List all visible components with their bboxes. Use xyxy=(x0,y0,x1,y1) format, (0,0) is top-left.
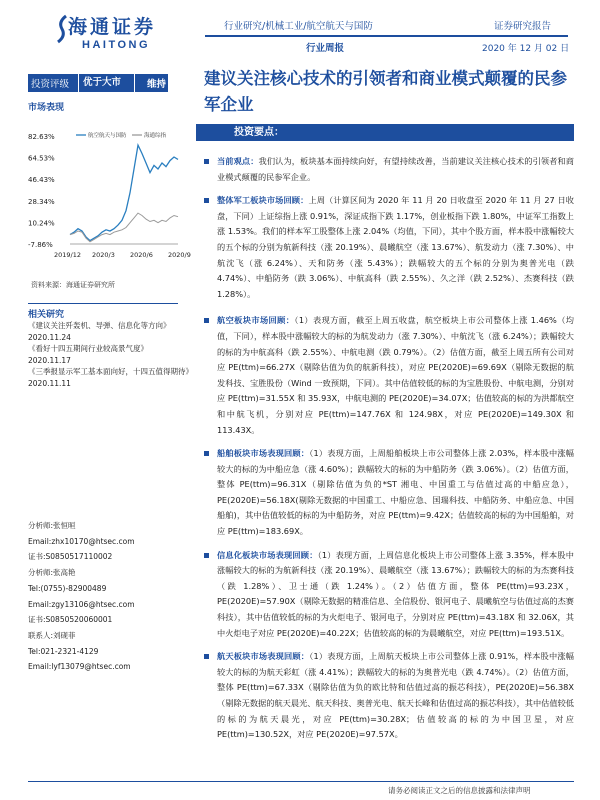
analyst-line: Tel:(0755)-82900489 xyxy=(28,583,107,593)
page-header xyxy=(0,0,600,60)
market-chart xyxy=(28,126,191,268)
keypoint-paragraph xyxy=(204,649,574,743)
keypoint-paragraph xyxy=(204,446,574,540)
paragraph-title: 航空板块市场回顾： xyxy=(217,315,295,326)
related-item[interactable] xyxy=(28,366,196,389)
x-tick-label: 2020/6 xyxy=(130,251,153,259)
logo-mark-icon xyxy=(56,14,68,44)
y-tick-label: 10.24% xyxy=(28,219,55,228)
related-list xyxy=(28,320,196,389)
analyst-line: 证书:S0850517110002 xyxy=(28,552,113,562)
report-date: 2020 年 12 月 02 日 xyxy=(482,44,570,54)
bullet-icon xyxy=(204,159,209,164)
market-section xyxy=(28,100,193,113)
analyst-line[interactable]: Email:zgy13106@htsec.com xyxy=(28,599,135,609)
bullet-icon xyxy=(204,318,209,323)
y-tick-label: 46.43% xyxy=(28,176,55,185)
report-subtype: 行业周报 xyxy=(306,43,345,54)
paragraph-text: （1）表现方面，上周航天板块上市公司整体上涨 0.91%，样本股中涨幅较大的标的为航天彩虹（涨 4.41%）；跌幅较大的标的为奥普光电（跌 4.74%）。（2）估值方面，整体 PE(ttm)=67.33X（剔除估值为负的欧比特和估值过高的振芯科技），PE(2020E)=56.38X（剔除无数据的航天晨光、航天科技、奥普光电、航天长峰和估值过高的振芯科技），其中估值较低的标的为航天晨光，对应 PE(ttm)=30.28X；估值较高的标的为中国卫星，对应 PE(ttm)=130.52X，对应 PE(2020E)=97.57X。 xyxy=(217,651,574,740)
rating-label: 投资评级 xyxy=(31,79,70,90)
legend-label: 海通综指 xyxy=(144,133,167,139)
related-item-name: 《三季报显示军工基本面向好，十四五值得期待》 xyxy=(28,367,193,376)
paragraph-text: （1）表现方面，上周信息化板块上市公司整体上涨 3.35%，样本股中涨幅较大的标的为航新科技（涨 20.19%）、晨曦航空（涨 13.67%）；跌幅较大的标的为杰赛科技（跌 1.28%）、卫士通（跌 1.24%）。（2）估值方面，整体 PE(ttm)=93.23X，PE(2020E)=57.90X（剔除无数据的精准信息、全信股份、银河电子、晨曦航空与估值过高的杰赛科技），其中估值较低的标的为火炬电子、银河电子，分别对应 PE(ttm)=43.18X 和 32.06X，其中火炬电子对应 PE(2020E)=40.22X；估值较高的标的为晨曦航空，对应 PE(ttm)=193.51X。 xyxy=(217,549,574,638)
y-tick-label: -7.86% xyxy=(28,241,53,249)
related-item-date: 2020.11.11 xyxy=(28,378,71,388)
rating-value: 优于大市 xyxy=(78,74,135,92)
footer-disclaimer: 请务必阅读正文之后的信息披露和法律声明 xyxy=(388,786,531,795)
footer-divider xyxy=(28,781,574,782)
related-item-name: 《看好十四五期间行业较高景气度》 xyxy=(28,344,148,353)
logo-cn: 海通证券 xyxy=(68,16,157,38)
bullet-icon xyxy=(204,654,209,659)
paragraph-text: （1）表现方面，上周船舶板块上市公司整体上涨 2.03%，样本股中涨幅较大的标的为中船应急（涨 4.60%）；跌幅较大的标的为中船防务（跌 3.06%）。（2）估值方面，整体 PE(ttm)=96.31X（剔除估值为负的*ST 湘电、中国重工与估值过高的中船应急），PE(2020E)=56.18X(剔除无数据的中国重工、中船应急、国瑞科技、中船防务、中船应急、中国船舶)，其中估值较低的标的为中船防务，对应 PE(ttm)=9.42X；估值较高的标的为中国船舶，对应 PE(ttm)=183.69X。 xyxy=(217,448,574,537)
header-divider xyxy=(205,35,568,37)
analyst-line[interactable]: Email:zhx10170@htsec.com xyxy=(28,536,135,546)
related-item[interactable] xyxy=(28,320,196,343)
bullet-icon xyxy=(204,553,209,558)
keypoint-paragraph xyxy=(204,154,574,185)
y-tick-label: 64.53% xyxy=(28,154,55,163)
x-tick-label: 2020/9 xyxy=(168,251,191,259)
analyst-line: 证书:S0850520060001 xyxy=(28,615,113,625)
related-item-date: 2020.11.24 xyxy=(28,332,71,342)
related-item-name: 《建议关注歼轰机、导弹、信息化等方向》 xyxy=(28,321,171,330)
related-item[interactable] xyxy=(28,343,196,366)
paragraph-title: 船舶板块市场表现回顾： xyxy=(217,448,310,459)
report-category: 行业研究/机械工业/航空航天与国防 xyxy=(224,21,373,32)
related-item-date: 2020.11.17 xyxy=(28,355,71,365)
paragraph-title: 当前观点： xyxy=(217,156,259,166)
keypoint-paragraph xyxy=(204,313,574,438)
chart-source: 资料来源：海通证券研究所 xyxy=(31,281,115,289)
analyst-line: Tel:021-2321-4129 xyxy=(28,646,99,656)
paragraph-text: 上周（计算区间为 2020 年 11 月 20 日收盘至 2020 年 11 月 27 日收盘，下同）上证综指上涨 0.91%，深证成指下跌 1.17%，创业板指下跌 1.80%，中证军工指数上涨 1.53%。我们的样本军工股整体上涨 2.04%（均值，下同），其中个股方面，样本股中涨幅较大的五个标的分别为航新科技（涨 20.19%）、晨曦航空（涨 13.67%）、航发动力（涨 7.30%）、中航沈飞（涨 6.24%）、天和防务（涨 5.43%）；跌幅较大的五个标的分别为奥普光电（跌 4.74%）、中船防务（跌 3.06%）、中航高科（跌 2.55%）、久之洋（跌 2.52%）、杰赛科技（跌 1.28%）。 xyxy=(217,195,574,299)
market-label: 市场表现 xyxy=(28,103,65,113)
series-line xyxy=(70,145,178,241)
related-divider xyxy=(28,303,178,304)
legend-label: 航空航天与国防 xyxy=(88,133,127,139)
keypoints-body xyxy=(204,154,574,743)
rating-bar xyxy=(28,74,168,92)
x-tick-label: 2020/3 xyxy=(92,251,115,259)
paragraph-text: 我们认为，板块基本面持续向好，有望持续改善，当前建议关注核心技术的引领者和商业模式颠覆的民参军企业。 xyxy=(217,156,574,182)
company-logo xyxy=(68,12,163,51)
analyst-line: 联系人:刘砚菲 xyxy=(28,630,76,640)
rating-trend: 维持 xyxy=(147,79,167,90)
bullet-icon xyxy=(204,198,209,203)
paragraph-text: （1）表现方面，截至上周五收盘，航空板块上市公司整体上涨 1.46%（均值，下同），样本股中涨幅较大的标的为航发动力（涨 7.30%）、中航沈飞（涨 6.24%）；跌幅较大的标的为中航高科（跌 2.55%）、中航电测（跌 0.79%）。（2）估值方面，截至上周五所有公司对应 PE(ttm)=66.27X（剔除估值为负的航新科技），对应 PE(2020E)=69.69X（剔除无数据的航发科技、宝胜股份（Wind 一致预期，下同）。其中估值较低的标的为宝胜股份、中航电测，分别对应 PE(ttm)=31.55X 和 35.93X，中航电测的 PE(2020E)=34.07X；估值较高的标的为洪都航空和中航飞机，分别对应 PE(ttm)=147.76X 和 124.98X，对应 PE(2020E)=149.30X 和 113.43X。 xyxy=(217,315,574,435)
analyst-line: 分析师:张恒晅 xyxy=(28,521,76,530)
bullet-icon xyxy=(204,451,209,456)
keypoint-paragraph xyxy=(204,193,574,302)
y-tick-label: 28.34% xyxy=(28,197,55,206)
related-title: 相关研究 xyxy=(28,310,65,320)
keypoint-paragraph xyxy=(204,548,574,642)
keypoints-header: 投资要点： xyxy=(196,124,574,141)
paragraph-title: 航天板块市场表现回顾： xyxy=(217,651,310,662)
analyst-info xyxy=(28,518,196,675)
y-tick-label: 82.63% xyxy=(28,133,55,141)
paragraph-title: 整体军工板块市场回顾： xyxy=(217,195,309,206)
analyst-line: 分析师:张高艳 xyxy=(28,568,76,578)
analyst-line[interactable]: Email:lyf13079@htsec.com xyxy=(28,662,131,672)
paragraph-title: 信息化板块市场表现回顾： xyxy=(217,549,318,560)
report-title: 建议关注核心技术的引领者和商业模式颠覆的民参军企业 xyxy=(204,69,567,114)
report-type: 证券研究报告 xyxy=(494,21,552,32)
x-tick-label: 2019/12 xyxy=(54,251,82,259)
logo-en: HAITONG xyxy=(82,39,151,51)
